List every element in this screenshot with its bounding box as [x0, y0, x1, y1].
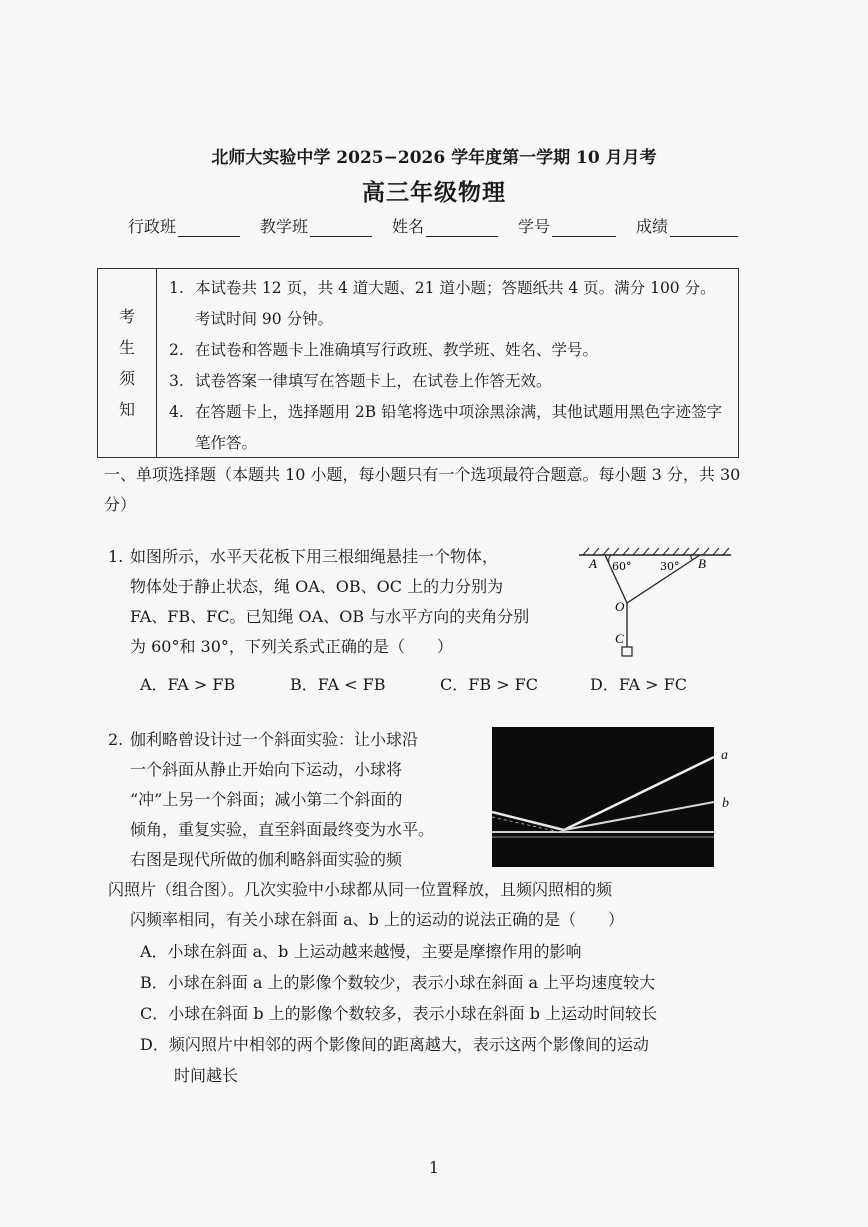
q1-options: [140, 672, 740, 695]
q2-option-a[interactable]: A．小球在斜面 a、b 上运动越来越慢，主要是摩擦作用的影响: [140, 942, 582, 961]
exam-title: 高三年级物理: [362, 179, 506, 206]
q2-line: 伽利略曾设计过一个斜面实验：让小球沿: [130, 730, 419, 749]
page-number: 1: [428, 1158, 440, 1177]
q1-option-a[interactable]: A．FA > FB: [140, 675, 236, 694]
q2-line: 闪照片（组合图）。几次实验中小球都从同一位置释放，且频闪照相的频: [108, 880, 613, 899]
notice-list: [157, 269, 738, 457]
exam-notice-box: [97, 268, 739, 458]
field-teaching-class[interactable]: 教学班: [260, 214, 372, 237]
angle-b: 30°: [660, 560, 680, 573]
angle-a: 60°: [612, 560, 632, 573]
q2-option-b[interactable]: B．小球在斜面 a 上的影像个数较少，表示小球在斜面 a 上平均速度较大: [140, 973, 656, 992]
notice-item: 3. 试卷答案一律填写在答题卡上，在试卷上作答无效。: [169, 372, 552, 390]
q2-line: 闪频率相同，有关小球在斜面 a、b 上的运动的说法正确的是（ ）: [130, 910, 624, 929]
field-admin-class[interactable]: 行政班: [128, 214, 240, 237]
q2-option-c[interactable]: C．小球在斜面 b 上的影像个数较多，表示小球在斜面 b 上运动时间较长: [140, 1004, 658, 1023]
notice-item: 4. 在答题卡上，选择题用 2B 铅笔将选中项涂黑涂满，其他试题用黑色字迹签字笔作答。: [169, 403, 723, 452]
q2-line: 倾角，重复实验，直至斜面最终变为水平。: [130, 820, 435, 839]
question-2: 2. 伽利略曾设计过一个斜面实验：让小球沿 一个斜面从静止开始向下运动，小球将 “冲”上另一个斜面；减小第二个斜面的 倾角，重复实验，直至斜面最终变为水平。 右图是现代所做的伽利略斜面实验的频: [108, 725, 468, 875]
q1-line: 为 60°和 30°，下列关系式正确的是（ ）: [130, 637, 453, 656]
field-name[interactable]: 姓名: [392, 214, 498, 237]
q1-line: 物体处于静止状态，绳 OA、OB、OC 上的力分别为: [130, 577, 504, 596]
q1-option-d[interactable]: D．FA > FC: [590, 675, 688, 694]
q1-option-b[interactable]: B．FA < FB: [290, 675, 386, 694]
section-heading: 一、单项选择题（本题共 10 小题，每小题只有一个选项最符合题意。每小题 3 分，共 30 分）: [104, 465, 741, 514]
q1-rope-diagram: [575, 545, 735, 685]
student-info-row: [128, 214, 738, 237]
q1-line: FA、FB、FC。已知绳 OA、OB 与水平方向的夹角分别: [130, 607, 530, 626]
label-o: O: [615, 599, 625, 614]
label-b: B: [698, 556, 706, 571]
notice-item: 1. 本试卷共 12 页，共 4 道大题、21 道小题；答题纸共 4 页。满分 100 分。考试时间 90 分钟。: [169, 279, 716, 328]
field-student-id[interactable]: 学号: [518, 214, 616, 237]
field-score[interactable]: 成绩: [636, 214, 738, 237]
strobe-photo: [492, 727, 714, 867]
q1-line: 如图所示，水平天花板下用三根细绳悬挂一个物体，: [130, 547, 499, 566]
school-title: 北师大实验中学 2025−2026 学年度第一学期 10 月月考: [211, 148, 657, 168]
q2-line: “冲”上另一个斜面；减小第二个斜面的: [130, 790, 403, 809]
q2-option-d[interactable]: D．频闪照片中相邻的两个影像间的距离越大，表示这两个影像间的运动: [140, 1035, 649, 1054]
q2-options: [140, 936, 750, 1091]
label-c: C: [615, 631, 624, 646]
q1-option-c[interactable]: C．FB > FC: [440, 675, 539, 694]
q2-line: 右图是现代所做的伽利略斜面实验的频: [130, 850, 403, 869]
q2-continuation: [108, 875, 748, 935]
q2-option-d-continued: 时间越长: [174, 1066, 239, 1085]
photo-label-b: b: [722, 796, 729, 811]
q2-line: 一个斜面从静止开始向下运动，小球将: [130, 760, 403, 779]
question-1: 1. 如图所示，水平天花板下用三根细绳悬挂一个物体， 物体处于静止状态，绳 OA、OB、OC 上的力分别为 FA、FB、FC。已知绳 OA、OB 与水平方向的夹角分别 为 60°和 30°，下列关系式正确的是（ ）: [108, 542, 573, 662]
notice-side-label: 考 生 须 知: [98, 269, 157, 457]
photo-label-a: a: [721, 748, 728, 763]
label-a: A: [589, 556, 597, 571]
notice-item: 2. 在试卷和答题卡上准确填写行政班、教学班、姓名、学号。: [169, 341, 599, 359]
